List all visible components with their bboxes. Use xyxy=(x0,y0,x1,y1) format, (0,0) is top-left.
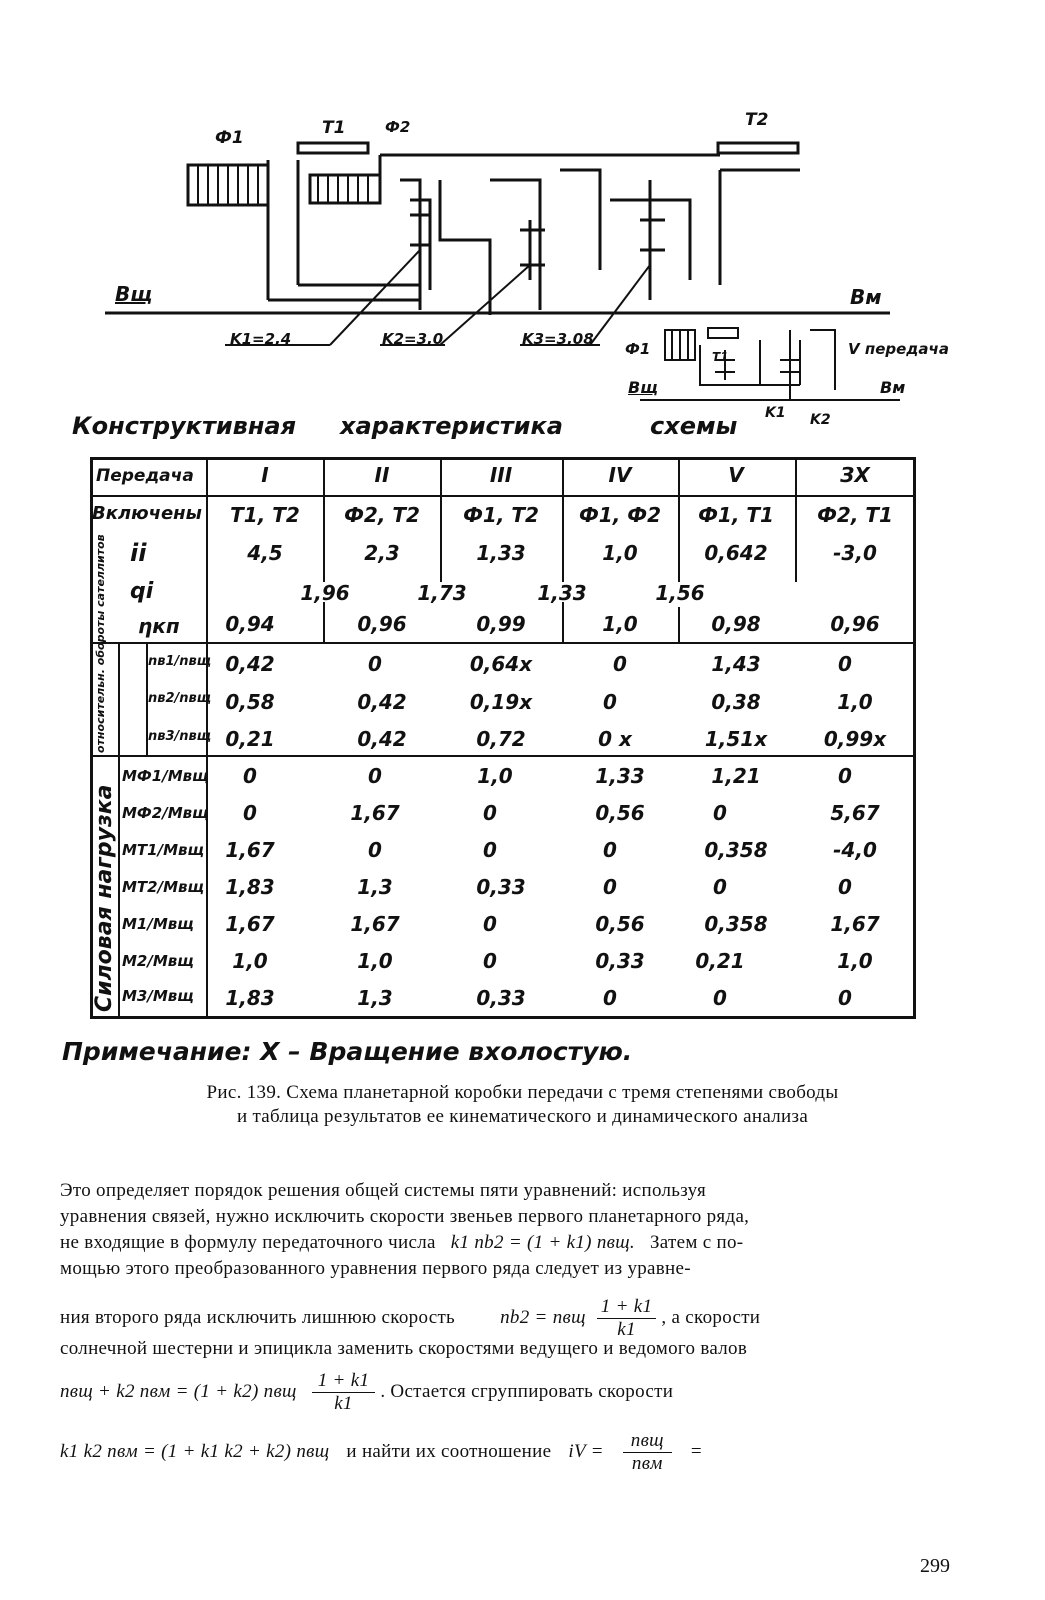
efficiency-cell: 0,94 xyxy=(225,612,275,636)
inline-formula: nb2 = nвщ xyxy=(500,1306,586,1328)
fraction-numerator: 1 + k1 xyxy=(312,1370,376,1393)
row-label-ratio: ii xyxy=(130,539,147,567)
brake-t2-symbol xyxy=(718,143,798,153)
phi2-label: Ф2 xyxy=(385,118,411,136)
load-cell: 1,83 xyxy=(225,986,275,1010)
body-text-segment: ния второго ряда исключить лишнюю скорость xyxy=(60,1306,456,1328)
load-cell: 1,67 xyxy=(350,912,400,936)
load-cell: 1,3 xyxy=(357,986,393,1010)
inline-formula: k1 nb2 = (1 + k1) nвщ. xyxy=(450,1232,635,1253)
satellite-cell: 0,21 xyxy=(225,727,275,751)
ratio-cell: 4,5 xyxy=(247,541,283,565)
q-cell: 1,96 xyxy=(300,581,350,605)
body-text-line: Это определяет порядок решения общей системы пяти уравнений: используя xyxy=(60,1180,707,1201)
efficiency-cell: 0,96 xyxy=(830,612,880,636)
header-label: Передача xyxy=(96,466,194,486)
fraction xyxy=(623,1430,672,1475)
inset-gear-label: V передача xyxy=(848,340,949,358)
load-cell: 0,33 xyxy=(595,949,645,973)
gear-header: III xyxy=(489,463,513,487)
load-row-label: M1/Mвщ xyxy=(122,915,194,933)
k1-label: K1=2,4 xyxy=(230,330,292,348)
load-cell: 0 xyxy=(243,801,257,825)
load-cell: 0,33 xyxy=(476,986,526,1010)
efficiency-cell: 0,96 xyxy=(357,612,407,636)
satellite-cell: 0,38 xyxy=(711,690,761,714)
satellite-cell: 0,64x xyxy=(469,652,533,676)
load-cell: 1,0 xyxy=(357,949,393,973)
gear-header: V xyxy=(728,463,744,487)
figure-caption-line-1: Рис. 139. Схема планетарной коробки передачи с тремя степенями свободы xyxy=(206,1082,839,1103)
load-cell: 0 xyxy=(483,912,497,936)
t2-label: T2 xyxy=(745,110,769,130)
page-number: 299 xyxy=(920,1555,950,1577)
load-cell: 1,67 xyxy=(225,912,275,936)
satellite-cell: 0 x xyxy=(598,727,632,751)
fraction-numerator: nвщ xyxy=(623,1430,672,1453)
output-shaft-label: Вм xyxy=(850,285,882,309)
gear-header: IV xyxy=(608,463,632,487)
engaged-cell: Ф1, T2 xyxy=(463,503,539,527)
body-text-segment: Затем с по- xyxy=(649,1232,744,1253)
inset-t1-label: T1 xyxy=(712,350,729,364)
body-text-line xyxy=(60,1430,965,1475)
heading-word-2: характеристика xyxy=(340,412,563,440)
ratio-cell: 0,642 xyxy=(704,541,768,565)
fraction-denominator: k1 xyxy=(334,1393,353,1414)
fraction-numerator: 1 + k1 xyxy=(597,1296,657,1319)
satellite-row-label: nв2/nвщ xyxy=(148,691,212,706)
figure-caption-line-2: и таблица результатов ее кинематического и динамического анализа xyxy=(236,1106,809,1127)
body-text-line: мощью этого преобразованного уравнения первого ряда следует из уравне- xyxy=(60,1258,691,1279)
load-cell: 0,56 xyxy=(595,912,645,936)
satellite-cell: 0,19x xyxy=(469,690,533,714)
body-text-segment: , а скорости xyxy=(661,1306,761,1328)
row-label-engaged: Включены xyxy=(92,503,202,524)
k3-label: K3=3,08 xyxy=(522,330,594,348)
gear-header: I xyxy=(261,463,269,487)
inline-formula: iV = xyxy=(568,1440,604,1462)
satellite-cell: 0 xyxy=(368,652,382,676)
load-cell: 0 xyxy=(368,764,382,788)
satellite-row-label: nв3/nвщ xyxy=(148,729,212,744)
engaged-cell: Ф1, T1 xyxy=(698,503,774,527)
load-cell: 5,67 xyxy=(830,801,880,825)
load-row-label: M2/Mвщ xyxy=(122,952,194,970)
engaged-cell: T1, T2 xyxy=(230,503,300,527)
load-cell: 0 xyxy=(603,838,617,862)
t1-label: T1 xyxy=(322,118,346,138)
body-text-line xyxy=(60,1232,965,1254)
load-cell: 0 xyxy=(243,764,257,788)
load-cell: 0 xyxy=(713,986,727,1010)
load-cell: 0,358 xyxy=(704,912,768,936)
load-row-label: MT2/Mвщ xyxy=(122,878,205,896)
load-row-label: MФ2/Mвщ xyxy=(122,804,209,822)
load-cell: 1,3 xyxy=(357,875,393,899)
gear-header: ЗХ xyxy=(840,463,870,487)
body-text-segment: не входящие в формулу передаточного числа xyxy=(60,1232,436,1253)
load-cell: 1,0 xyxy=(477,764,513,788)
load-cell: 0 xyxy=(603,875,617,899)
fraction xyxy=(597,1296,657,1341)
load-cell: 0 xyxy=(713,875,727,899)
load-cell: 1,67 xyxy=(830,912,880,936)
ratio-cell: 1,33 xyxy=(476,541,526,565)
load-cell: 0 xyxy=(483,838,497,862)
inset-scheme-v-gear xyxy=(640,328,900,400)
satellite-cell: 0 xyxy=(603,690,617,714)
load-cell: 0,56 xyxy=(595,801,645,825)
load-row-label: M3/Mвщ xyxy=(122,987,194,1005)
fraction-denominator: k1 xyxy=(617,1319,636,1340)
load-cell: 1,83 xyxy=(225,875,275,899)
brake-t1-symbol xyxy=(298,143,368,153)
satellite-cell: 0 xyxy=(613,652,627,676)
satellite-cell: 0,42 xyxy=(357,690,407,714)
efficiency-cell: 1,0 xyxy=(602,612,638,636)
load-cell: -4,0 xyxy=(833,838,877,862)
satellite-cell: 0,99x xyxy=(823,727,887,751)
efficiency-cell: 0,98 xyxy=(711,612,761,636)
load-cell: 1,67 xyxy=(350,801,400,825)
body-text-line xyxy=(60,1370,965,1415)
inset-k2-label: K2 xyxy=(810,412,831,428)
input-shaft-label: Вщ xyxy=(115,282,153,306)
inline-formula: k1 k2 nвм = (1 + k1 k2 + k2) nвщ xyxy=(60,1440,330,1462)
body-text-line: уравнения связей, нужно исключить скорости звеньев первого планетарного ряда, xyxy=(60,1206,750,1227)
load-cell: 0 xyxy=(603,986,617,1010)
satellite-cell: 0,58 xyxy=(225,690,275,714)
satellite-cell: 0 xyxy=(838,652,852,676)
phi1-label: Ф1 xyxy=(215,128,244,148)
load-cell: 0,33 xyxy=(476,875,526,899)
inset-phi1-label: Ф1 xyxy=(625,340,651,358)
load-cell: 1,67 xyxy=(225,838,275,862)
body-text-segment: и найти их соотношение xyxy=(346,1440,552,1462)
body-text-segment: = xyxy=(690,1440,702,1462)
load-cell: 0 xyxy=(483,801,497,825)
q-cell: 1,73 xyxy=(417,581,467,605)
load-cell: 1,0 xyxy=(232,949,268,973)
load-cell: 1,33 xyxy=(595,764,645,788)
load-row-label: MФ1/Mвщ xyxy=(122,767,209,785)
load-cell: 1,0 xyxy=(837,949,873,973)
body-text-segment: . Остается сгруппировать скорости xyxy=(380,1380,674,1402)
heading-word-3: схемы xyxy=(650,412,738,440)
table-note: Примечание: X – Вращение вхолостую. xyxy=(62,1037,633,1066)
fraction xyxy=(312,1370,376,1415)
satellite-cell: 0,42 xyxy=(357,727,407,751)
inline-formula: nвщ + k2 nвм = (1 + k2) nвщ xyxy=(60,1380,297,1402)
satellite-cell: 0,42 xyxy=(225,652,275,676)
heading-word-1: Конструктивная xyxy=(72,412,297,440)
engaged-cell: Ф2, T1 xyxy=(817,503,893,527)
load-cell: 0 xyxy=(713,801,727,825)
gear-header: II xyxy=(374,463,390,487)
ratio-cell: 1,0 xyxy=(602,541,638,565)
ratio-cell: 2,3 xyxy=(364,541,400,565)
satellite-row-label: nв1/nвщ xyxy=(148,654,212,669)
engaged-cell: Ф2, T2 xyxy=(344,503,420,527)
fraction-denominator: nвм xyxy=(631,1453,663,1474)
body-text-line: солнечной шестерни и эпицикла заменить скоростями ведущего и ведомого валов xyxy=(60,1338,748,1359)
row-label-efficiency: ηкп xyxy=(138,614,180,638)
inset-input-shaft-label: Вщ xyxy=(628,378,658,397)
load-cell: 0 xyxy=(838,875,852,899)
satellite-cell: 1,51x xyxy=(704,727,768,751)
group-label-satellite-speeds: относительн. обороты сателлитов xyxy=(94,534,107,753)
q-cell: 1,56 xyxy=(655,581,705,605)
body-text-line xyxy=(60,1296,965,1341)
group-label-load: Силовая нагрузка xyxy=(92,784,117,1012)
q-cell: 1,33 xyxy=(537,581,587,605)
load-cell: 0 xyxy=(838,986,852,1010)
load-row-label: MT1/Mвщ xyxy=(122,841,205,859)
satellite-cell: 0,72 xyxy=(476,727,526,751)
engaged-cell: Ф1, Ф2 xyxy=(578,503,662,527)
load-cell: 1,21 xyxy=(711,764,761,788)
satellite-cell: 1,43 xyxy=(711,652,761,676)
inset-output-shaft-label: Вм xyxy=(880,378,906,397)
ratio-cell: -3,0 xyxy=(833,541,877,565)
load-cell: 0,358 xyxy=(704,838,768,862)
satellite-cell: 1,0 xyxy=(837,690,873,714)
load-cell: 0 xyxy=(838,764,852,788)
load-cell: 0 xyxy=(483,949,497,973)
row-label-q: qi xyxy=(130,579,154,604)
efficiency-cell: 0,99 xyxy=(476,612,526,636)
inset-k1-label: K1 xyxy=(765,405,786,421)
analysis-table xyxy=(90,457,916,1019)
k2-label: K2=3,0 xyxy=(382,330,444,348)
load-cell: 0,21 xyxy=(695,949,745,973)
load-cell: 0 xyxy=(368,838,382,862)
